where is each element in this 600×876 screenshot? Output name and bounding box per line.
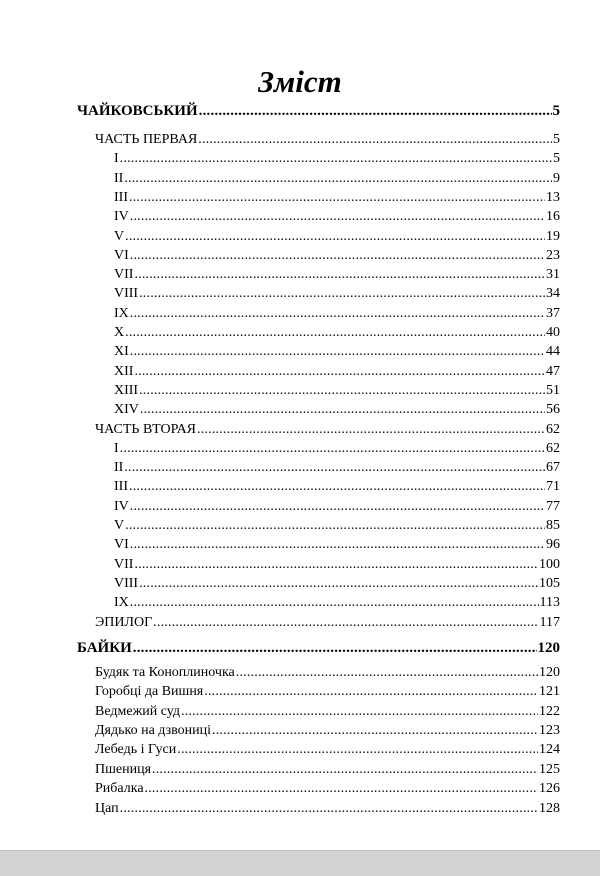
toc-chapter-row-page-number: 44 (546, 344, 560, 360)
toc-item-row-label: Ведмежий суд (95, 703, 180, 719)
toc-chapter-row-label: VII (114, 556, 134, 572)
dot-leader (134, 364, 545, 380)
toc-chapter-row-label: VI (114, 247, 129, 263)
toc-chapter-row-page-number: 77 (546, 498, 560, 514)
toc-chapter-row-label: VIII (114, 286, 139, 302)
toc-section-row[interactable] (77, 103, 560, 120)
toc-section-row-page-number: 5 (552, 103, 560, 119)
toc-item-row-page-number: 125 (539, 761, 560, 777)
toc-chapter-row-page-number: 85 (546, 518, 560, 533)
toc-part-row[interactable] (95, 615, 560, 631)
dot-leader (125, 229, 545, 245)
toc-chapter-row[interactable] (114, 460, 560, 476)
toc-part-row-page-number: 62 (546, 421, 560, 437)
toc-chapter-row-page-number: 113 (539, 595, 560, 611)
toc-chapter-row-label: II (114, 460, 124, 476)
toc-chapter-row-label: IV (114, 209, 129, 225)
dot-leader (212, 723, 538, 739)
toc-chapter-row-page-number: 71 (546, 479, 560, 495)
dot-leader (145, 781, 538, 797)
toc-item-row[interactable] (95, 781, 560, 797)
toc-chapter-row[interactable] (114, 537, 560, 553)
toc-chapter-row-label: I (114, 151, 119, 167)
toc-item-row-label: Лебедь і Гуси (95, 742, 177, 758)
toc-chapter-row[interactable] (114, 325, 560, 341)
toc-chapter-row-label: XII (114, 363, 134, 379)
dot-leader (134, 557, 538, 573)
toc-chapter-row[interactable] (114, 190, 560, 206)
toc-item-row-page-number: 128 (539, 800, 560, 816)
toc-chapter-row-label: XIV (114, 402, 139, 418)
toc-chapter-row-label: XIII (114, 382, 139, 398)
dot-leader (204, 684, 538, 700)
toc-part-row-label: ЧАСТЬ ВТОРАЯ (95, 421, 197, 437)
toc-chapter-row-page-number: 96 (546, 537, 560, 553)
dot-leader (129, 479, 545, 495)
dot-leader (130, 595, 539, 611)
toc-section-row-page-number: 120 (537, 639, 560, 656)
viewer-bottom-bar (0, 850, 600, 876)
dot-leader (124, 460, 545, 476)
toc-chapter-row-page-number: 19 (546, 228, 560, 244)
toc-chapter-row[interactable] (114, 499, 560, 515)
dot-leader (198, 132, 552, 148)
toc-chapter-row-label: V (114, 228, 125, 244)
toc-chapter-row[interactable] (114, 402, 560, 418)
toc-chapter-row-page-number: 31 (546, 267, 560, 283)
toc-chapter-row[interactable] (114, 229, 560, 245)
toc-chapter-row[interactable] (114, 267, 560, 283)
toc-item-row-label: Рибалка (95, 781, 144, 797)
toc-part-row-page-number: 5 (553, 132, 560, 147)
toc-chapter-row-label: III (114, 189, 128, 205)
toc-item-row[interactable] (95, 801, 560, 817)
toc-chapter-row-label: V (114, 518, 125, 533)
toc-chapter-row[interactable] (114, 441, 560, 457)
toc-item-row-label: Пшениця (95, 761, 152, 777)
toc-item-row-label: Будяк та Коноплиночка (95, 664, 235, 680)
dot-leader (125, 325, 545, 341)
toc-item-row[interactable] (95, 762, 560, 778)
toc-item-row-page-number: 126 (539, 781, 560, 797)
dot-leader (130, 499, 545, 515)
dot-leader (140, 402, 545, 418)
dot-leader (133, 640, 537, 657)
toc-item-row-label: Цап (95, 800, 119, 816)
toc-item-row[interactable] (95, 742, 560, 758)
dot-leader (139, 576, 538, 592)
toc-chapter-row-page-number: 100 (539, 556, 560, 572)
toc-chapter-row[interactable] (114, 383, 560, 399)
toc-item-row-page-number: 124 (539, 742, 560, 758)
dot-leader (124, 171, 552, 187)
toc-chapter-row-label: III (114, 479, 128, 495)
toc-item-row[interactable] (95, 684, 560, 700)
toc-chapter-row[interactable] (114, 286, 560, 302)
toc-chapter-row-page-number: 105 (539, 575, 560, 591)
toc-item-row-page-number: 123 (539, 723, 560, 738)
toc-chapter-row[interactable] (114, 306, 560, 322)
dot-leader (153, 615, 538, 631)
toc-chapter-row[interactable] (114, 209, 560, 225)
toc-chapter-row[interactable] (114, 171, 560, 187)
dot-leader (197, 422, 545, 438)
toc-chapter-row-page-number: 62 (546, 440, 560, 456)
dot-leader (130, 248, 545, 264)
toc-chapter-row-page-number: 51 (546, 382, 560, 398)
toc-chapter-row-label: VIII (114, 575, 139, 591)
toc-part-row[interactable] (95, 132, 560, 148)
toc-chapter-row-page-number: 5 (553, 151, 560, 167)
dot-leader (130, 306, 545, 322)
toc-chapter-row-page-number: 40 (546, 325, 560, 340)
toc-chapter-row-page-number: 67 (546, 460, 560, 476)
toc-item-row-label: Дядько на дзвониці (95, 723, 211, 738)
toc-chapter-row[interactable] (114, 248, 560, 264)
toc-chapter-row-label: IX (114, 595, 129, 611)
toc-chapter-row[interactable] (114, 518, 560, 534)
toc-part-row-page-number: 117 (539, 614, 560, 630)
toc-chapter-row[interactable] (114, 364, 560, 380)
dot-leader (129, 190, 545, 206)
dot-leader (125, 518, 545, 534)
dot-leader (130, 344, 545, 360)
toc-chapter-row[interactable] (114, 595, 560, 611)
toc-part-row[interactable] (95, 422, 560, 438)
dot-leader (120, 441, 545, 457)
toc-chapter-row[interactable] (114, 576, 560, 592)
toc-item-row-page-number: 120 (539, 664, 560, 680)
toc-chapter-row[interactable] (114, 151, 560, 167)
toc-item-row-page-number: 121 (539, 684, 560, 700)
toc-chapter-row-label: VI (114, 537, 129, 553)
dot-leader (199, 103, 552, 120)
dot-leader (181, 704, 538, 720)
dot-leader (152, 762, 538, 778)
toc-chapter-row-label: IX (114, 305, 129, 321)
dot-leader (130, 209, 545, 225)
toc-item-row-page-number: 122 (539, 703, 560, 719)
toc-chapter-row-page-number: 47 (546, 363, 560, 379)
toc-section-row-label: БАЙКИ (77, 639, 132, 656)
toc-item-row-label: Горобці да Вишня (95, 684, 204, 700)
toc-chapter-row-label: VII (114, 267, 134, 283)
page-title: Зміст (258, 64, 342, 99)
toc-item-row[interactable] (95, 704, 560, 720)
dot-leader (134, 267, 545, 283)
dot-leader (130, 537, 545, 553)
toc-chapter-row[interactable] (114, 479, 560, 495)
toc-chapter-row-page-number: 56 (546, 402, 560, 418)
dot-leader (120, 801, 538, 817)
dot-leader (139, 383, 545, 399)
dot-leader (120, 151, 552, 167)
toc-item-row[interactable] (95, 665, 560, 681)
toc-section-row-label: ЧАЙКОВСЬКИЙ (77, 103, 198, 119)
toc-section-row[interactable] (77, 640, 560, 657)
toc-chapter-row[interactable] (114, 344, 560, 360)
dot-leader (139, 286, 545, 302)
toc-chapter-row-page-number: 37 (546, 305, 560, 321)
toc-chapter-row-label: X (114, 325, 125, 340)
toc-chapter-row-page-number: 9 (553, 170, 560, 186)
dot-leader (177, 742, 538, 758)
toc-chapter-row-label: I (114, 440, 119, 456)
toc-chapter-row-page-number: 23 (546, 247, 560, 263)
toc-chapter-row-label: IV (114, 498, 129, 514)
toc-chapter-row-label: XI (114, 344, 129, 360)
toc-part-row-label: ЭПИЛОГ (95, 614, 153, 630)
toc-item-row[interactable] (95, 723, 560, 739)
toc-chapter-row-label: II (114, 170, 124, 186)
toc-chapter-row-page-number: 34 (546, 286, 560, 302)
toc-chapter-row-page-number: 13 (546, 189, 560, 205)
toc-chapter-row-page-number: 16 (546, 209, 560, 225)
toc-part-row-label: ЧАСТЬ ПЕРВАЯ (95, 132, 198, 147)
toc-chapter-row[interactable] (114, 557, 560, 573)
dot-leader (236, 665, 538, 681)
